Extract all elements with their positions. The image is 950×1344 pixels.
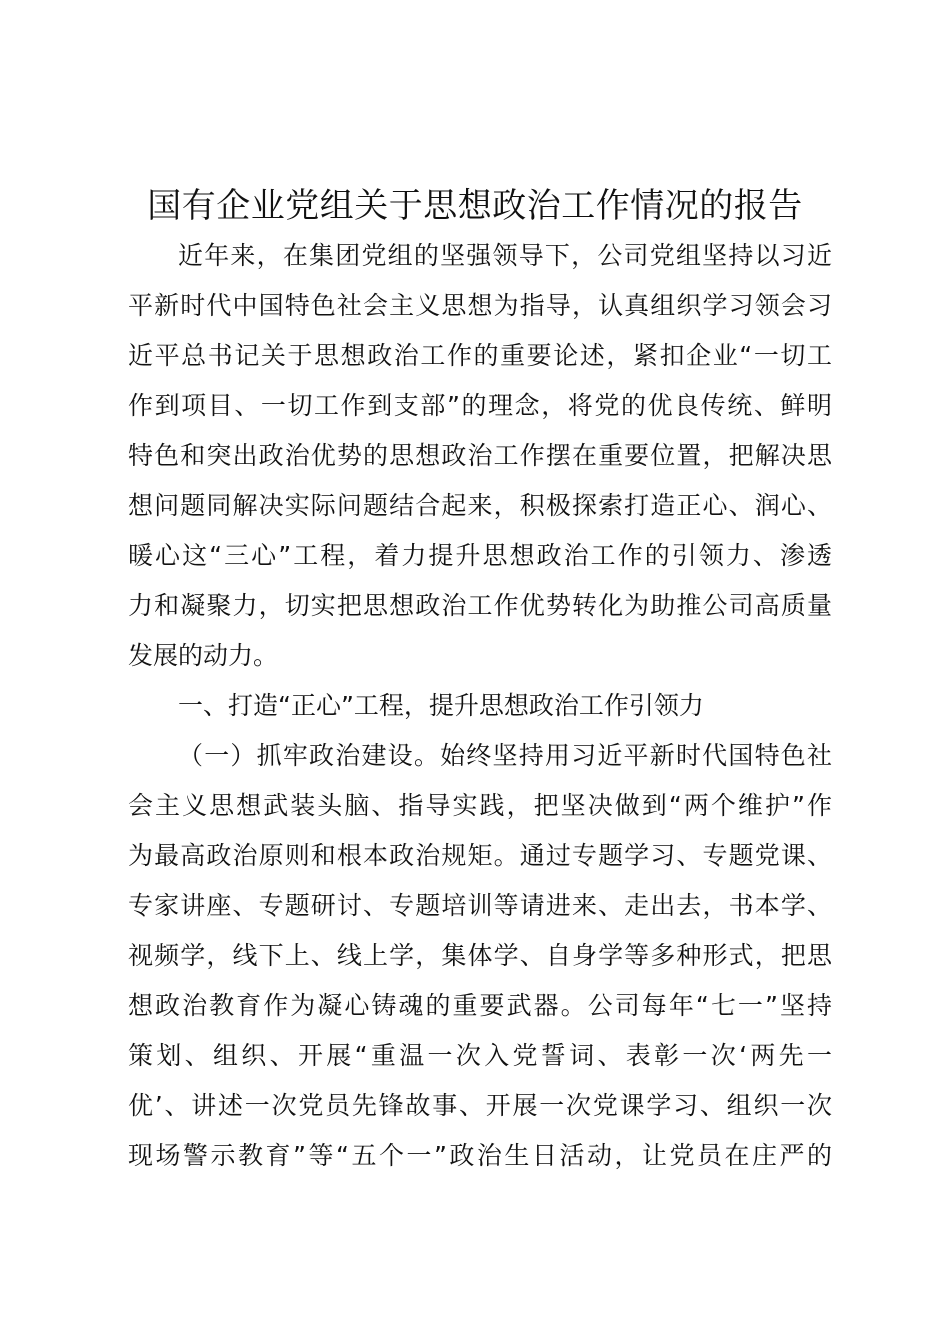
paragraph-1-line-9: 发展的动力。 [128,641,279,670]
paragraph-2-line-8: 优’、讲述一次党员先锋故事、开展一次党课学习、组织一次 [128,1091,832,1120]
document-title: 国有企业党组关于思想政治工作情况的报告 [147,186,803,226]
paragraph-2-line-7: 策划、组织、开展“重温一次入党誓词、表彰一次‘两先一 [128,1041,832,1070]
paragraph-1-line-6: 想问题同解决实际问题结合起来，积极探索打造正心、润心、 [128,491,832,520]
paragraph-2-line-6: 想政治教育作为凝心铸魂的重要武器。公司每年“七一”坚持 [128,991,832,1020]
paragraph-1-line-7: 暖心这“三心”工程，着力提升思想政治工作的引领力、渗透 [128,541,832,570]
paragraph-2-line-9: 现场警示教育”等“五个一”政治生日活动，让党员在庄严的 [128,1141,832,1170]
paragraph-2-line-1: （一）抓牢政治建设。始终坚持用习近平新时代国特色社 [178,741,832,770]
paragraph-1-line-3: 近平总书记关于思想政治工作的重要论述，紧扣企业“一切工 [128,341,832,370]
paragraph-1-line-1: 近年来，在集团党组的坚强领导下，公司党组坚持以习近 [178,241,832,270]
paragraph-1-line-8: 力和凝聚力，切实把思想政治工作优势转化为助推公司高质量 [128,591,832,620]
paragraph-1-line-5: 特色和突出政治优势的思想政治工作摆在重要位置，把解决思 [128,441,832,470]
paragraph-2-line-2: 会主义思想武装头脑、指导实践，把坚决做到“两个维护”作 [128,791,832,820]
paragraph-1-line-4: 作到项目、一切工作到支部”的理念，将党的优良传统、鲜明 [128,391,832,420]
paragraph-2-line-4: 专家讲座、专题研讨、专题培训等请进来、走出去，书本学、 [128,891,832,920]
section-heading-1: 一、打造“正心”工程，提升思想政治工作引领力 [178,691,704,720]
paragraph-2-line-5: 视频学，线下上、线上学，集体学、自身学等多种形式，把思 [128,941,832,970]
paragraph-2-line-3: 为最高政治原则和根本政治规矩。通过专题学习、专题党课、 [128,841,832,870]
paragraph-1-line-2: 平新时代中国特色社会主义思想为指导，认真组织学习领会习 [128,291,832,320]
